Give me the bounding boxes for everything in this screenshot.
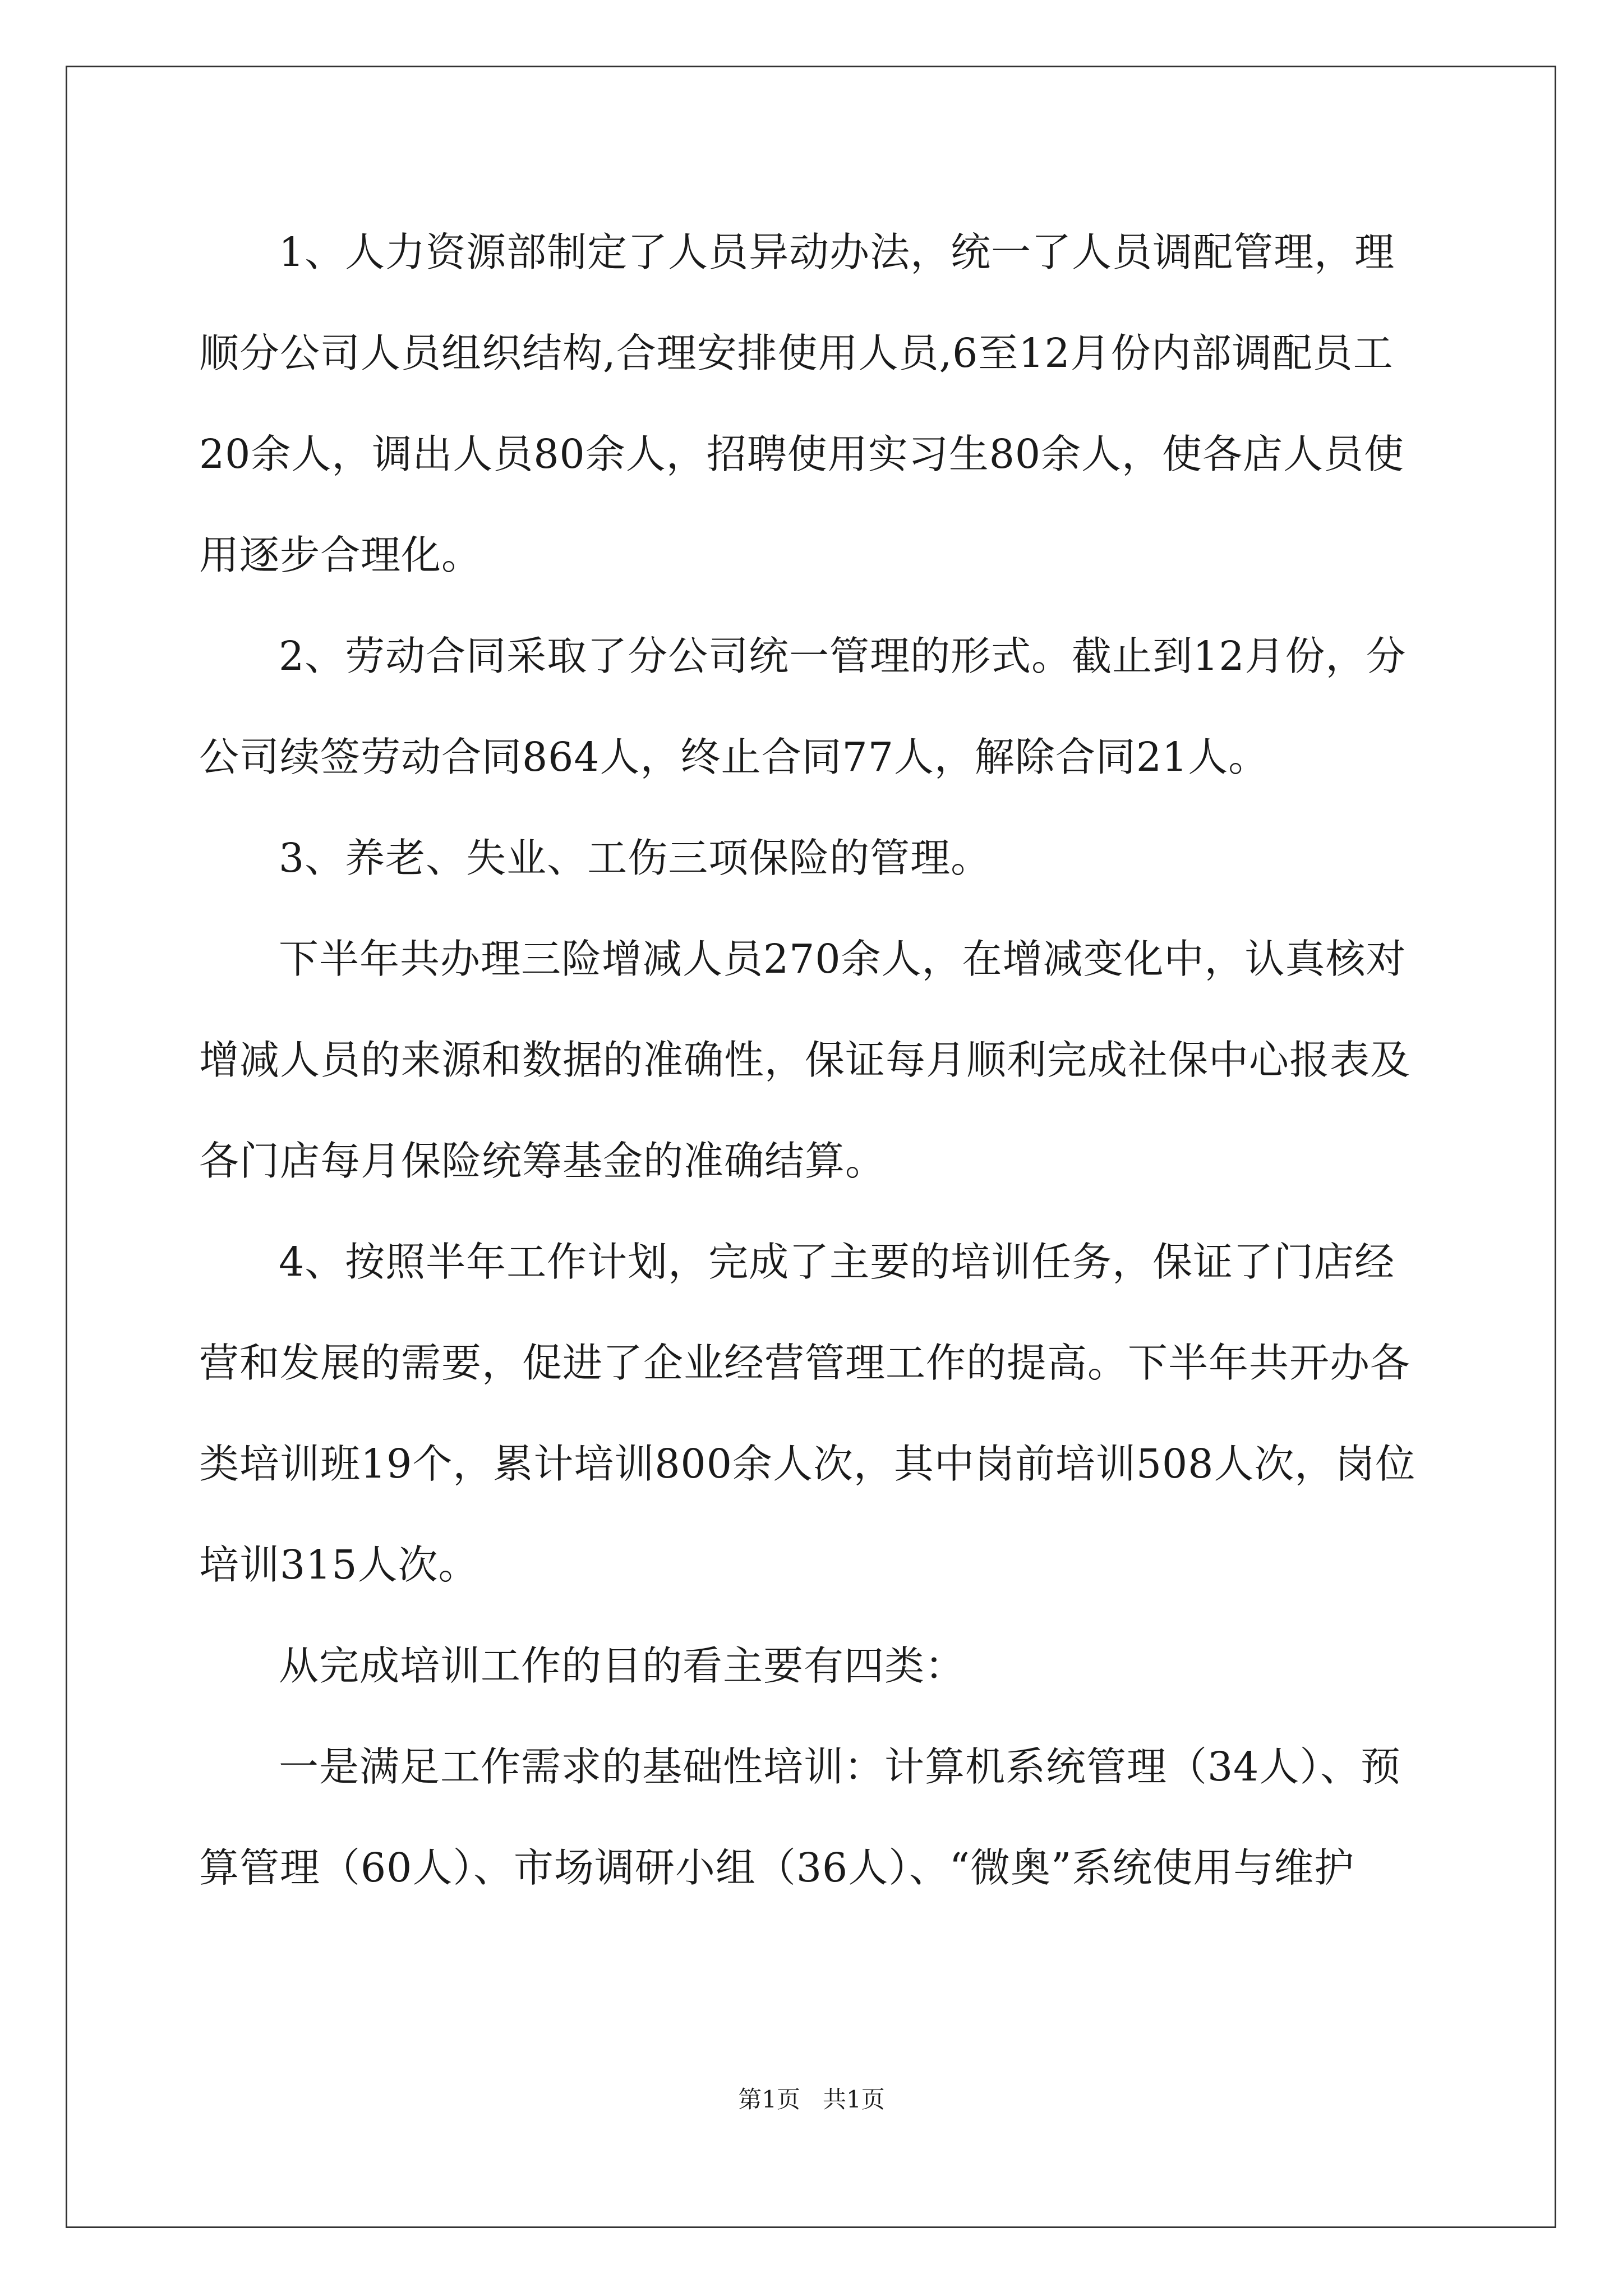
document-body <box>199 202 1433 1918</box>
paragraph-3: 3、养老、失业、工伤三项保险的管理。 <box>279 835 992 881</box>
paragraph-4: 下半年共办理三险增减人员270余人，在增减变化中，认真核对增减人员的来源和数据的准确性，保证每月顺利完成社保中心报表及各门店每月保险统筹基金的准确结算。 <box>199 936 1411 1184</box>
page-footer: 第1页 共1页 <box>738 2086 885 2113</box>
paragraph-7: 一是满足工作需求的基础性培训：计算机系统管理（34人）、预算管理（60人）、市场调研小组（36人）、“微奥”系统使用与维护 <box>199 1743 1401 1891</box>
paragraph-2: 2、劳动合同采取了分公司统一管理的形式。截止到12月份，分公司续签劳动合同864人，终止合同77人，解除合同21人。 <box>199 633 1407 780</box>
paragraph-1: 1、人力资源部制定了人员异动办法，统一了人员调配管理，理顺分公司人员组织结构,合理安排使用人员,6至12月份内部调配员工20余人，调出人员80余人，招聘使用实习生80余人，使各店人员使用逐步合理化。 <box>199 229 1405 578</box>
paragraph-6: 从完成培训工作的目的看主要有四类： <box>279 1642 966 1689</box>
paragraph-5: 4、按照半年工作计划，完成了主要的培训任务，保证了门店经营和发展的需要，促进了企业经营管理工作的提高。下半年共开办各类培训班19个，累计培训800余人次，其中岗前培训508人次，岗位培训315人次。 <box>199 1239 1416 1588</box>
